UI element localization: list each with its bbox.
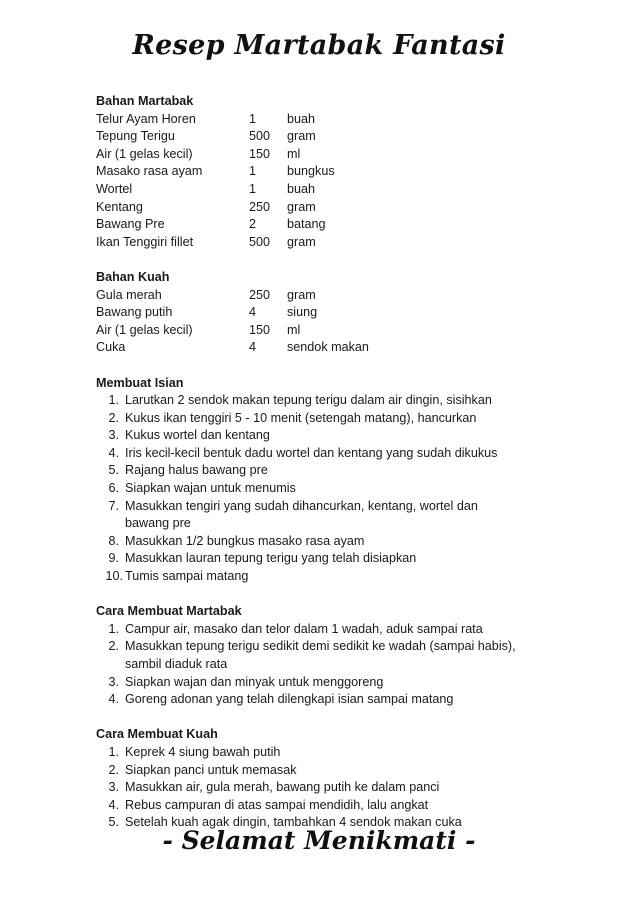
ingredient-row [96,163,616,181]
ingredient-name: Air (1 gelas kecil) [96,322,193,337]
list-item [96,445,616,463]
ingredient-name: Cuka [96,340,126,355]
step-text: Larutkan 2 sendok makan tepung terigu dalam air dingin, sisihkan [125,393,492,408]
step-number: 5. [108,463,119,478]
ingredient-row [96,287,616,305]
step-text: Goreng adonan yang telah dilengkapi isian sampai matang [125,692,454,707]
ingredient-unit: sendok makan [287,340,369,355]
ingredient-unit: gram [287,287,316,302]
step-number: 7. [108,498,119,513]
ingredient-row [96,216,616,234]
section-heading-cara-membuat-martabak: Cara Membuat Martabak [96,604,242,619]
ingredient-unit: gram [287,199,316,214]
step-number: 3. [108,674,119,689]
page-title: Resep Martabak Fantasi [132,30,506,61]
list-item [96,762,616,780]
ingredient-name: Gula merah [96,287,162,302]
ingredient-name: Wortel [96,181,133,196]
step-text: Masukkan tepung terigu sedikit demi sedikit ke wadah (sampai habis), sambil diaduk rata [125,639,516,671]
ingredient-row [96,339,616,357]
step-text: Rebus campuran di atas sampai mendidih, lalu angkat [125,797,429,812]
ingredient-qty: 150 [249,146,271,161]
step-text: Rajang halus bawang pre [125,463,268,478]
step-number: 2. [108,762,119,777]
step-number: 8. [108,533,119,548]
step-text: Kukus ikan tenggiri 5 - 10 menit (setengah matang), hancurkan [125,410,477,425]
ingredient-name: Kentang [96,199,143,214]
ingredient-unit: ml [287,146,301,161]
spacer [96,251,616,269]
list-item [96,797,616,815]
ingredient-qty: 250 [249,199,271,214]
recipe-content [96,93,616,832]
section-heading-membuat-isian: Membuat Isian [96,375,184,390]
ingredient-row [96,304,616,322]
ingredient-unit: gram [287,234,316,249]
ingredient-name: Masako rasa ayam [96,164,203,179]
step-number: 10. [105,569,123,584]
ingredient-unit: bungkus [287,164,335,179]
list-item [96,498,616,533]
step-text: Setelah kuah agak dingin, tambahkan 4 sendok makan cuka [125,815,462,830]
ingredient-unit: siung [287,305,318,320]
step-number: 2. [108,639,119,654]
step-number: 1. [108,393,119,408]
ingredient-row [96,146,616,164]
step-number: 5. [108,815,119,830]
step-text: Siapkan wajan dan minyak untuk menggoreng [125,674,384,689]
step-number: 1. [108,744,119,759]
ingredient-name: Ikan Tenggiri fillet [96,234,194,249]
ingredient-qty: 1 [249,164,257,179]
closing-footer: - Selamat Menikmati - [162,826,476,855]
ingredient-qty: 4 [249,305,257,320]
ingredient-unit: buah [287,181,316,196]
step-text: Kukus wortel dan kentang [125,428,270,443]
list-item [96,638,616,673]
section-heading-bahan-martabak: Bahan Martabak [96,94,194,108]
list-item [96,568,616,586]
step-number: 9. [108,551,119,566]
list-item [96,691,616,709]
ingredient-unit: buah [287,111,316,126]
step-number: 3. [108,428,119,443]
ingredient-unit: gram [287,129,316,144]
step-text: Masukkan lauran tepung terigu yang telah disiapkan [125,551,417,566]
list-item [96,744,616,762]
step-text: Keprek 4 siung bawah putih [125,744,281,759]
list-item [96,621,616,639]
step-number: 3. [108,780,119,795]
list-item [96,427,616,445]
ingredient-name: Telur Ayam Horen [96,111,196,126]
spacer [96,709,616,727]
list-item [96,779,616,797]
ingredient-row [96,181,616,199]
step-number: 6. [108,481,119,496]
step-number: 2. [108,410,119,425]
list-item [96,674,616,692]
step-number: 4. [108,797,119,812]
ingredient-qty: 4 [249,340,257,355]
section-heading-cara-membuat-kuah: Cara Membuat Kuah [96,727,218,742]
ingredient-row [96,322,616,340]
step-text: Masukkan tengiri yang sudah dihancurkan, kentang, wortel dan bawang pre [125,498,478,531]
ingredient-qty: 500 [249,234,271,249]
ingredient-row [96,234,616,252]
ingredient-name: Tepung Terigu [96,129,175,144]
list-item [96,410,616,428]
step-text: Iris kecil-kecil bentuk dadu wortel dan kentang yang sudah dikukus [125,445,498,460]
ingredient-name: Bawang putih [96,305,173,320]
ingredient-qty: 2 [249,217,257,232]
step-text: Tumis sampai matang [125,569,249,584]
step-text: Masukkan 1/2 bungkus masako rasa ayam [125,533,365,548]
ingredient-unit: ml [287,322,301,337]
step-number: 4. [108,692,119,707]
ingredient-unit: batang [287,217,326,232]
step-number: 4. [108,445,119,460]
ingredient-name: Bawang Pre [96,217,165,232]
ingredient-row [96,128,616,146]
step-number: 1. [108,621,119,636]
step-text: Masukkan air, gula merah, bawang putih ke dalam panci [125,780,440,795]
list-item [96,550,616,568]
ingredient-row [96,199,616,217]
list-item [96,392,616,410]
ingredient-qty: 150 [249,322,271,337]
list-item [96,480,616,498]
ingredient-qty: 1 [249,111,257,126]
step-text: Campur air, masako dan telor dalam 1 wadah, aduk sampai rata [125,621,483,636]
step-text: Siapkan wajan untuk menumis [125,481,296,496]
spacer [96,357,616,375]
ingredient-qty: 1 [249,181,257,196]
ingredient-row [96,111,616,129]
ingredient-qty: 250 [249,287,271,302]
ingredient-name: Air (1 gelas kecil) [96,146,193,161]
ingredient-qty: 500 [249,129,271,144]
list-item [96,533,616,551]
spacer [96,586,616,604]
step-text: Siapkan panci untuk memasak [125,762,297,777]
list-item [96,462,616,480]
section-heading-bahan-kuah: Bahan Kuah [96,269,170,284]
